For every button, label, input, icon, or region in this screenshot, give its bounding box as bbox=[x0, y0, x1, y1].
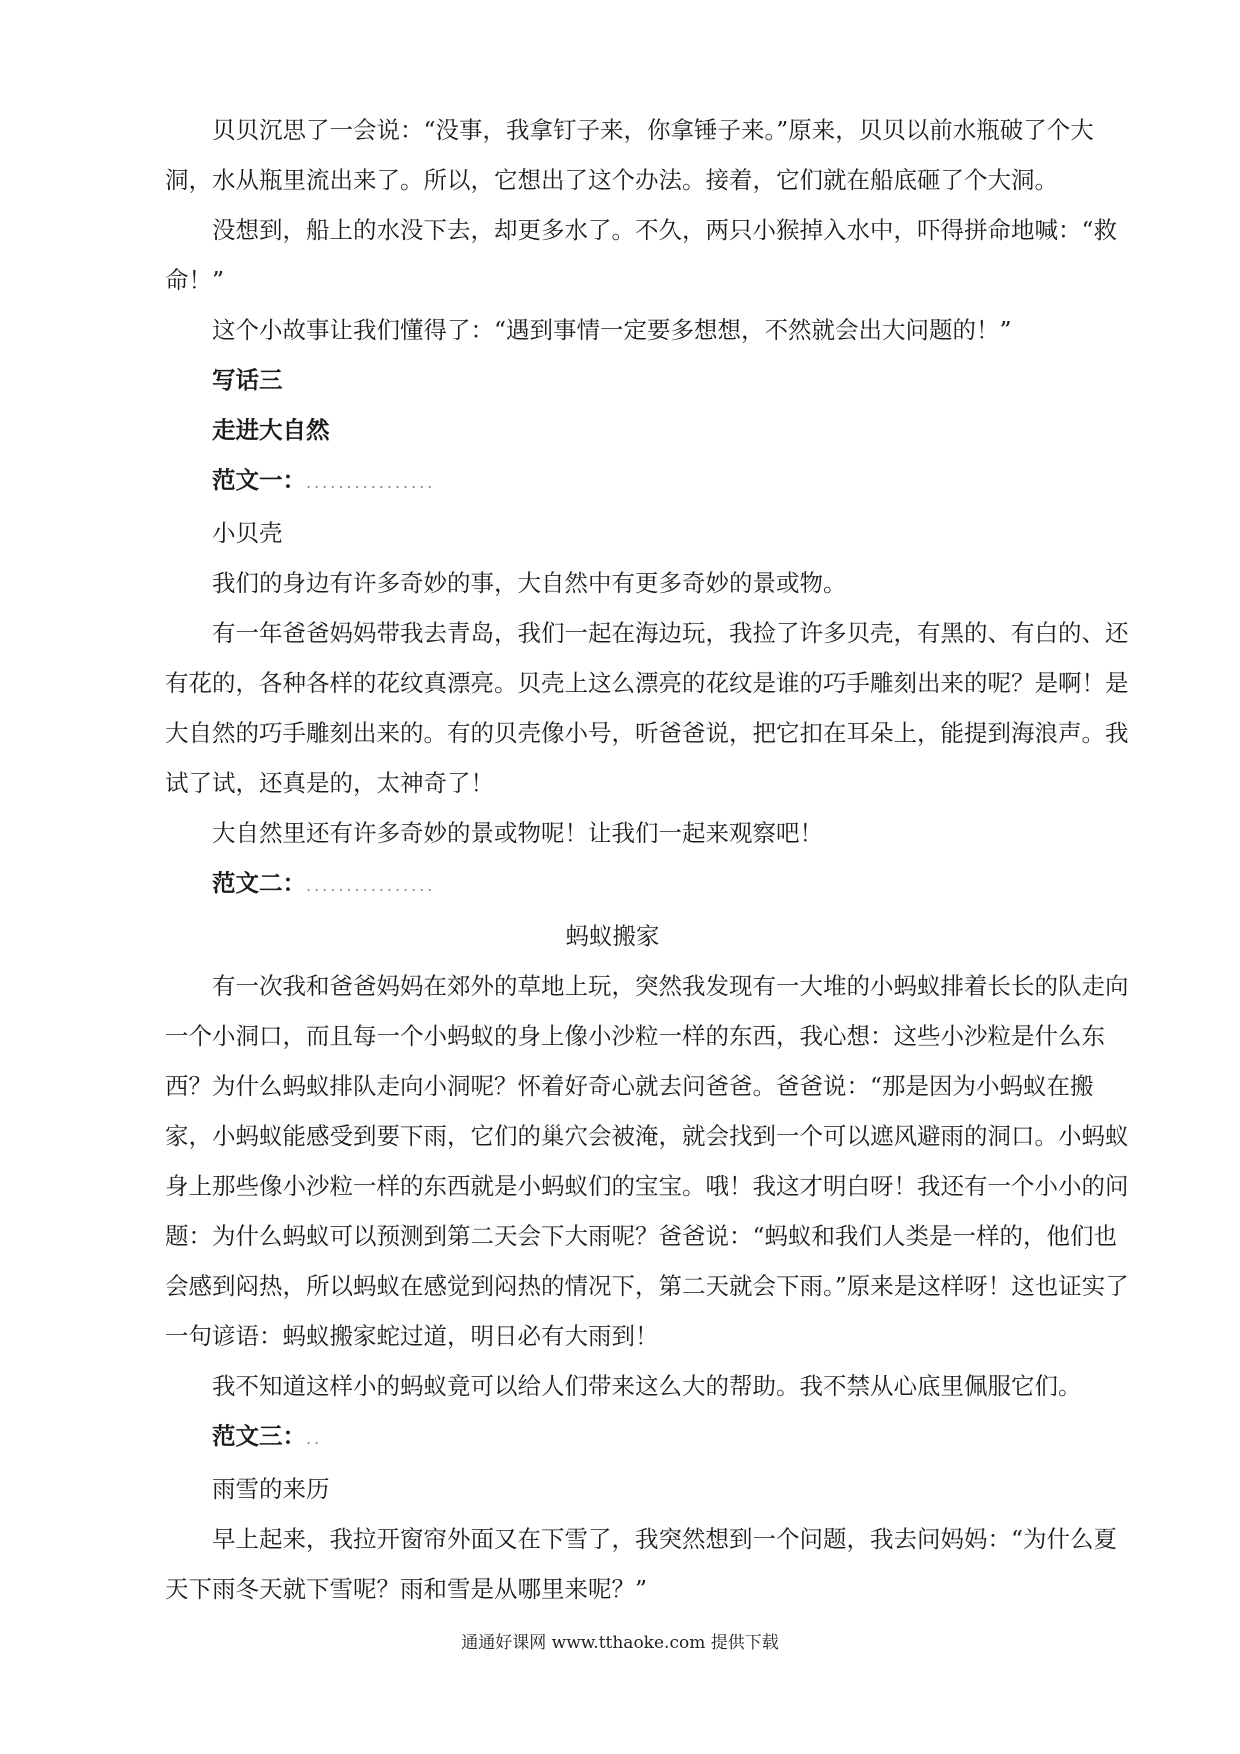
essay-2-title: 蚂蚁搬家 bbox=[565, 922, 660, 950]
essay-2-paragraph: 我不知道这样小的蚂蚁竟可以给人们带来这么大的帮助。我不禁从心底里佩服它们。 bbox=[212, 1372, 1082, 1400]
essay-1-paragraph: 有一年爸爸妈妈带我去青岛，我们一起在海边玩，我捡了许多贝壳，有黑的、有白的、还有花的，各种各样的花纹真漂亮。贝壳上这么漂亮的花纹是谁的巧手雕刻出来的呢？是啊！是大自然的巧手雕刻出来的。有的贝壳像小号，听爸爸说，把它扣在耳朵上，能提到海浪声。我试了试，还真是的，太神奇了！ bbox=[165, 619, 1129, 797]
essay-1-heading bbox=[165, 455, 1130, 508]
essay-3-heading bbox=[165, 1411, 1130, 1464]
section-title: 写话三 bbox=[212, 366, 283, 394]
essay-3-label: 范文三： bbox=[212, 1422, 306, 1450]
paragraph: 这个小故事让我们懂得了：“遇到事情一定要多想想，不然就会出大问题的！” bbox=[212, 316, 1012, 344]
document-body bbox=[165, 105, 1130, 1614]
essay-1-paragraph: 大自然里还有许多奇妙的景或物呢！让我们一起来观察吧！ bbox=[212, 819, 823, 847]
section-topic: 走进大自然 bbox=[212, 416, 330, 444]
paragraph: 贝贝沉思了一会说：“没事，我拿钉子来，你拿锤子来。”原来，贝贝以前水瓶破了个大洞，水从瓶里流出来了。所以，它想出了这个办法。接着，它们就在船底砸了个大洞。 bbox=[165, 116, 1094, 194]
essay-2-dots: ................ bbox=[306, 876, 436, 895]
essay-1-paragraph: 我们的身边有许多奇妙的事，大自然中有更多奇妙的景或物。 bbox=[212, 569, 847, 597]
essay-1-title: 小贝壳 bbox=[212, 519, 283, 547]
essay-2-label: 范文二： bbox=[212, 869, 306, 897]
essay-3-paragraph: 早上起来，我拉开窗帘外面又在下雪了，我突然想到一个问题，我去问妈妈：“为什么夏天下雨冬天就下雪呢？雨和雪是从哪里来呢？” bbox=[165, 1525, 1118, 1603]
essay-3-title: 雨雪的来历 bbox=[212, 1475, 330, 1503]
essay-2-heading bbox=[165, 858, 1130, 911]
essay-1-label: 范文一： bbox=[212, 466, 306, 494]
paragraph: 没想到，船上的水没下去，却更多水了。不久，两只小猴掉入水中，吓得拼命地喊：“救命！” bbox=[165, 216, 1118, 294]
page-footer: 通通好课网 www.tthaoke.com 提供下载 bbox=[461, 1633, 779, 1653]
essay-1-dots: ................ bbox=[306, 473, 436, 492]
essay-3-dots: .. bbox=[306, 1429, 323, 1448]
essay-2-paragraph: 有一次我和爸爸妈妈在郊外的草地上玩，突然我发现有一大堆的小蚂蚁排着长长的队走向一个小洞口，而且每一个小蚂蚁的身上像小沙粒一样的东西，我心想：这些小沙粒是什么东西？为什么蚂蚁排队走向小洞呢？怀着好奇心就去问爸爸。爸爸说：“那是因为小蚂蚁在搬家，小蚂蚁能感受到要下雨，它们的巢穴会被淹，就会找到一个可以遮风避雨的洞口。小蚂蚁身上那些像小沙粒一样的东西就是小蚂蚁们的宝宝。哦！我这才明白呀！我还有一个小小的问题：为什么蚂蚁可以预测到第二天会下大雨呢？爸爸说：“蚂蚁和我们人类是一样的，他们也会感到闷热，所以蚂蚁在感觉到闷热的情况下，第二天就会下雨。”原来是这样呀！这也证实了一句谚语：蚂蚁搬家蛇过道，明日必有大雨到！ bbox=[165, 972, 1129, 1350]
